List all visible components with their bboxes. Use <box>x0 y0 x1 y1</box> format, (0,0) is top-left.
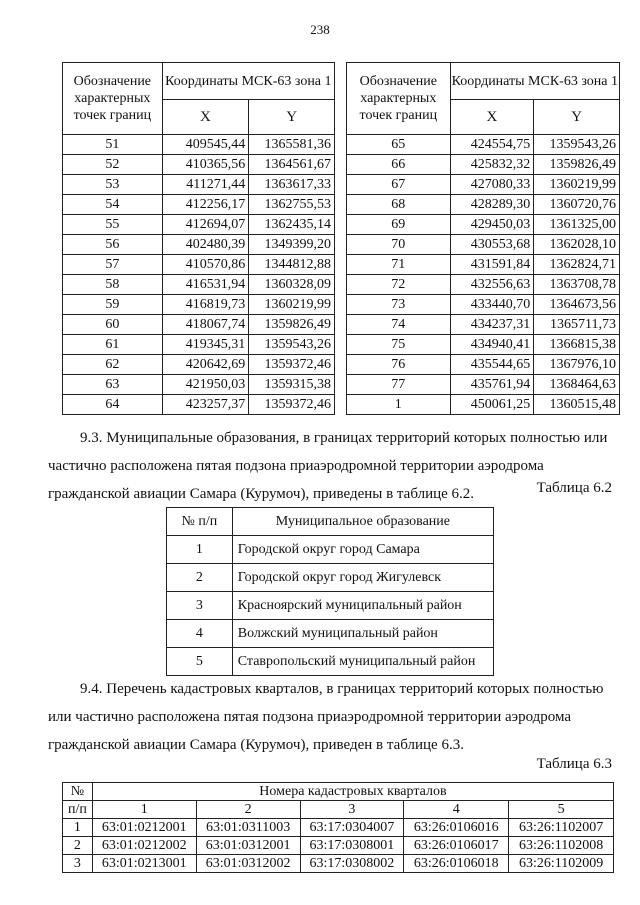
y-coordinate-cell: 1359315,38 <box>249 375 335 395</box>
y-coordinate-cell: 1360515,48 <box>534 395 620 415</box>
x-coordinate-cell: 432556,63 <box>450 275 534 295</box>
municipality-name-cell: Красноярский муниципальный район <box>232 592 493 620</box>
x-coordinate-cell: 409545,44 <box>162 135 249 155</box>
coordinates-table-right <box>346 62 620 415</box>
x-coordinate-cell: 419345,31 <box>162 335 249 355</box>
x-coordinate-cell: 430553,68 <box>450 235 534 255</box>
x-coordinate-cell: 435761,94 <box>450 375 534 395</box>
cadastral-number-cell: 63:26:1102007 <box>509 819 614 837</box>
paragraph-line: 9.4. Перечень кадастровых кварталов, в границах территорий которых полностью <box>80 681 604 697</box>
y-coordinate-cell: 1364673,56 <box>534 295 620 315</box>
cadastral-row <box>63 819 614 837</box>
cadastral-number-cell: 63:01:0312001 <box>196 837 300 855</box>
x-coordinate-cell: 410365,56 <box>162 155 249 175</box>
column-number-header: 4 <box>404 801 509 819</box>
cadastral-number-cell: 63:26:0106016 <box>404 819 509 837</box>
point-id-cell: 54 <box>63 195 163 215</box>
header-cadastral-title: Номера кадастровых кварталов <box>92 783 613 801</box>
coordinate-row <box>347 395 620 415</box>
cadastral-number-cell: 63:01:0312002 <box>196 855 300 873</box>
coordinate-row <box>347 275 620 295</box>
point-id-cell: 52 <box>63 155 163 175</box>
point-id-cell: 61 <box>63 335 163 355</box>
point-id-cell: 62 <box>63 355 163 375</box>
x-coordinate-cell: 434940,41 <box>450 335 534 355</box>
point-id-cell: 63 <box>63 375 163 395</box>
x-coordinate-cell: 418067,74 <box>162 315 249 335</box>
y-coordinate-cell: 1360219,99 <box>534 175 620 195</box>
header-points-label: Обозначение характерных точек границ <box>63 63 163 135</box>
coordinate-row <box>63 175 335 195</box>
coordinate-row <box>347 315 620 335</box>
point-id-cell: 71 <box>347 255 451 275</box>
x-coordinate-cell: 412256,17 <box>162 195 249 215</box>
x-coordinate-cell: 420642,69 <box>162 355 249 375</box>
y-coordinate-cell: 1366815,38 <box>534 335 620 355</box>
point-id-cell: 1 <box>347 395 451 415</box>
x-coordinate-cell: 410570,86 <box>162 255 249 275</box>
table-6-2-caption: Таблица 6.2 <box>536 480 612 496</box>
column-number-header: 5 <box>509 801 614 819</box>
header-x: X <box>162 100 249 135</box>
coordinate-row <box>347 335 620 355</box>
x-coordinate-cell: 450061,25 <box>450 395 534 415</box>
y-coordinate-cell: 1360219,99 <box>249 295 335 315</box>
coordinate-row <box>347 135 620 155</box>
point-id-cell: 51 <box>63 135 163 155</box>
header-coordinates: Координаты МСК-63 зона 1 <box>162 63 334 100</box>
point-id-cell: 70 <box>347 235 451 255</box>
municipality-name-cell: Городской округ город Самара <box>232 536 493 564</box>
point-id-cell: 55 <box>63 215 163 235</box>
header-number-bottom: п/п <box>63 801 93 819</box>
paragraph-9-3 <box>48 424 608 508</box>
cadastral-number-cell: 63:26:1102008 <box>509 837 614 855</box>
cadastral-number-cell: 63:01:0213001 <box>92 855 196 873</box>
point-id-cell: 72 <box>347 275 451 295</box>
page-number: 238 <box>310 22 330 37</box>
cadastral-row <box>63 837 614 855</box>
point-id-cell: 60 <box>63 315 163 335</box>
x-coordinate-cell: 429450,03 <box>450 215 534 235</box>
coordinate-row <box>63 215 335 235</box>
y-coordinate-cell: 1359543,26 <box>534 135 620 155</box>
header-y: Y <box>249 100 335 135</box>
point-id-cell: 73 <box>347 295 451 315</box>
coordinate-row <box>347 255 620 275</box>
y-coordinate-cell: 1360720,76 <box>534 195 620 215</box>
header-x: X <box>450 100 534 135</box>
municipality-name-cell: Ставропольский муниципальный район <box>232 648 493 676</box>
point-id-cell: 68 <box>347 195 451 215</box>
y-coordinate-cell: 1368464,63 <box>534 375 620 395</box>
row-number-cell: 2 <box>167 564 233 592</box>
cadastral-number-cell: 63:26:1102009 <box>509 855 614 873</box>
point-id-cell: 59 <box>63 295 163 315</box>
x-coordinate-cell: 427080,33 <box>450 175 534 195</box>
y-coordinate-cell: 1365711,73 <box>534 315 620 335</box>
x-coordinate-cell: 425832,32 <box>450 155 534 175</box>
point-id-cell: 56 <box>63 235 163 255</box>
cadastral-number-cell: 63:17:0304007 <box>300 819 404 837</box>
column-number-header: 2 <box>196 801 300 819</box>
point-id-cell: 77 <box>347 375 451 395</box>
x-coordinate-cell: 435544,65 <box>450 355 534 375</box>
coordinate-row <box>63 295 335 315</box>
coordinate-row <box>63 355 335 375</box>
coordinate-row <box>347 215 620 235</box>
y-coordinate-cell: 1362435,14 <box>249 215 335 235</box>
coordinate-row <box>63 395 335 415</box>
y-coordinate-cell: 1362028,10 <box>534 235 620 255</box>
y-coordinate-cell: 1360328,09 <box>249 275 335 295</box>
coordinate-row <box>63 135 335 155</box>
row-number-cell: 3 <box>63 855 93 873</box>
y-coordinate-cell: 1344812,88 <box>249 255 335 275</box>
cadastral-number-cell: 63:01:0212001 <box>92 819 196 837</box>
coordinate-row <box>63 235 335 255</box>
table-6-3-caption: Таблица 6.3 <box>536 756 612 772</box>
municipalities-table <box>166 507 494 676</box>
point-id-cell: 53 <box>63 175 163 195</box>
cadastral-number-cell: 63:01:0311003 <box>196 819 300 837</box>
cadastral-number-cell: 63:01:0212002 <box>92 837 196 855</box>
point-id-cell: 65 <box>347 135 451 155</box>
y-coordinate-cell: 1349399,20 <box>249 235 335 255</box>
municipality-row <box>167 564 494 592</box>
header-coordinates: Координаты МСК-63 зона 1 <box>450 63 619 100</box>
x-coordinate-cell: 402480,39 <box>162 235 249 255</box>
x-coordinate-cell: 416819,73 <box>162 295 249 315</box>
coordinate-row <box>63 335 335 355</box>
y-coordinate-cell: 1363617,33 <box>249 175 335 195</box>
coordinate-row <box>63 255 335 275</box>
column-number-header: 1 <box>92 801 196 819</box>
coordinate-row <box>347 355 620 375</box>
coordinates-table-left <box>62 62 335 415</box>
municipality-row <box>167 620 494 648</box>
y-coordinate-cell: 1361325,00 <box>534 215 620 235</box>
header-y: Y <box>534 100 620 135</box>
row-number-cell: 4 <box>167 620 233 648</box>
y-coordinate-cell: 1367976,10 <box>534 355 620 375</box>
x-coordinate-cell: 424554,75 <box>450 135 534 155</box>
paragraph-line: гражданской авиации Самара (Курумоч), приведены в таблице 6.2. <box>48 486 475 502</box>
header-points-label: Обозначение характерных точек границ <box>347 63 451 135</box>
x-coordinate-cell: 434237,31 <box>450 315 534 335</box>
paragraph-line: или частично расположена пятая подзона приаэродромной территории аэродрома <box>48 709 572 725</box>
point-id-cell: 64 <box>63 395 163 415</box>
x-coordinate-cell: 431591,84 <box>450 255 534 275</box>
coordinate-row <box>347 375 620 395</box>
header-number-top: № <box>63 783 93 801</box>
column-number-header: 3 <box>300 801 404 819</box>
coordinate-row <box>63 375 335 395</box>
x-coordinate-cell: 416531,94 <box>162 275 249 295</box>
header-number: № п/п <box>167 508 233 536</box>
y-coordinate-cell: 1365581,36 <box>249 135 335 155</box>
cadastral-row <box>63 855 614 873</box>
x-coordinate-cell: 433440,70 <box>450 295 534 315</box>
row-number-cell: 5 <box>167 648 233 676</box>
row-number-cell: 1 <box>63 819 93 837</box>
y-coordinate-cell: 1364561,67 <box>249 155 335 175</box>
cadastral-quarters-table <box>62 782 614 873</box>
cadastral-number-cell: 63:26:0106018 <box>404 855 509 873</box>
point-id-cell: 76 <box>347 355 451 375</box>
x-coordinate-cell: 428289,30 <box>450 195 534 215</box>
paragraph-line: гражданской авиации Самара (Курумоч), приведен в таблице 6.3. <box>48 737 464 753</box>
y-coordinate-cell: 1359372,46 <box>249 395 335 415</box>
y-coordinate-cell: 1362755,53 <box>249 195 335 215</box>
municipality-name-cell: Городской округ город Жигулевск <box>232 564 493 592</box>
row-number-cell: 3 <box>167 592 233 620</box>
coordinate-row <box>347 155 620 175</box>
coordinate-row <box>63 315 335 335</box>
header-municipality: Муниципальное образование <box>232 508 493 536</box>
coordinate-row <box>347 235 620 255</box>
x-coordinate-cell: 423257,37 <box>162 395 249 415</box>
point-id-cell: 66 <box>347 155 451 175</box>
municipality-row <box>167 592 494 620</box>
point-id-cell: 58 <box>63 275 163 295</box>
coordinate-row <box>63 195 335 215</box>
y-coordinate-cell: 1362824,71 <box>534 255 620 275</box>
paragraph-line: 9.3. Муниципальные образования, в границах территорий которых полностью или <box>80 430 608 446</box>
y-coordinate-cell: 1363708,78 <box>534 275 620 295</box>
coordinate-row <box>63 275 335 295</box>
row-number-cell: 2 <box>63 837 93 855</box>
y-coordinate-cell: 1359826,49 <box>249 315 335 335</box>
point-id-cell: 67 <box>347 175 451 195</box>
municipality-row <box>167 536 494 564</box>
y-coordinate-cell: 1359372,46 <box>249 355 335 375</box>
coordinate-row <box>347 175 620 195</box>
municipality-row <box>167 648 494 676</box>
coordinate-row <box>347 295 620 315</box>
row-number-cell: 1 <box>167 536 233 564</box>
point-id-cell: 75 <box>347 335 451 355</box>
paragraph-line: частично расположена пятая подзона приаэродромной территории аэродрома <box>48 458 544 474</box>
x-coordinate-cell: 411271,44 <box>162 175 249 195</box>
municipality-name-cell: Волжский муниципальный район <box>232 620 493 648</box>
paragraph-9-4 <box>48 675 608 759</box>
coordinate-row <box>347 195 620 215</box>
y-coordinate-cell: 1359826,49 <box>534 155 620 175</box>
point-id-cell: 57 <box>63 255 163 275</box>
x-coordinate-cell: 412694,07 <box>162 215 249 235</box>
cadastral-number-cell: 63:17:0308002 <box>300 855 404 873</box>
y-coordinate-cell: 1359543,26 <box>249 335 335 355</box>
x-coordinate-cell: 421950,03 <box>162 375 249 395</box>
cadastral-number-cell: 63:26:0106017 <box>404 837 509 855</box>
point-id-cell: 74 <box>347 315 451 335</box>
point-id-cell: 69 <box>347 215 451 235</box>
coordinate-row <box>63 155 335 175</box>
cadastral-number-cell: 63:17:0308001 <box>300 837 404 855</box>
